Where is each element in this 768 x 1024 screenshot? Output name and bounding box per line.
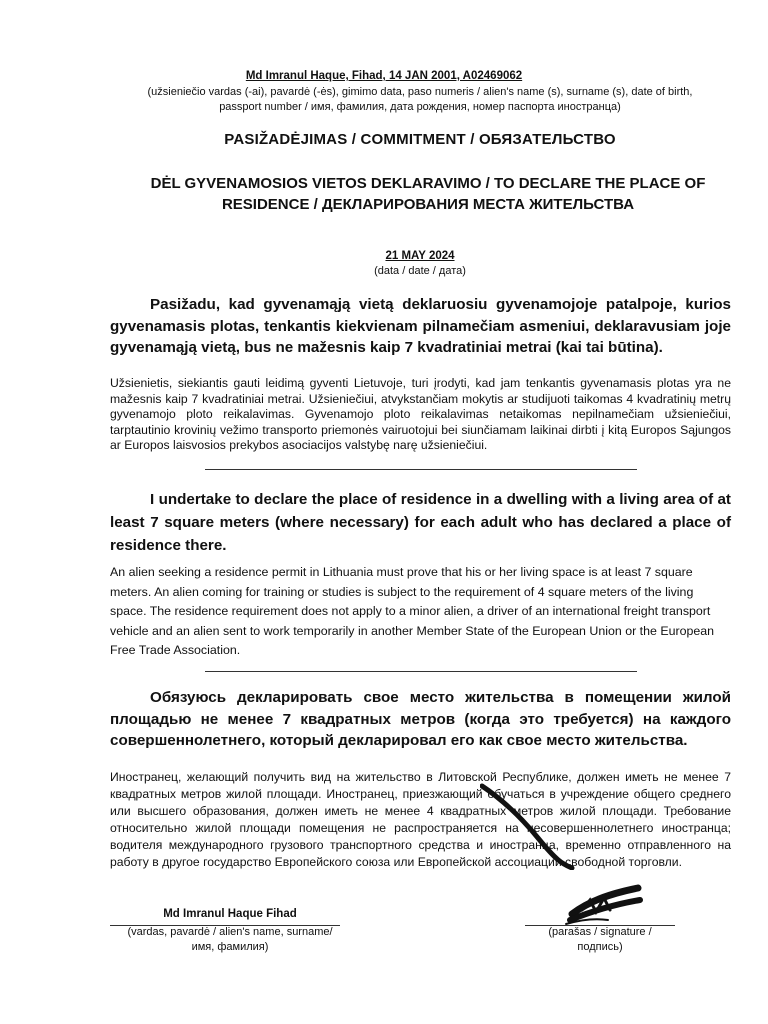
signature-caption-line-1: (parašas / signature / <box>548 926 652 938</box>
lithuanian-explanation: Užsienietis, siekiantis gauti leidimą gyventi Lietuvoje, turi įrodyti, kad jam tenkantis gyvenamasis plotas yra ne mažesnis kaip 7 kvadratiniai metrai. Užsieniečiui, atvykstančiam mokytis ar studijuoti taikomas 4 kvadratinių metrų gyvenamojo ploto reikalavimas. Gyvenamojo ploto reikalavimas netaikomas nepilnamečiam užsieniečiui, tarptautinio krovinių vežimo transporto priemonės vairuotojui bei siunčiamam laikinai dirbti į kitą Europos Sąjungos ar Europos laisvosios prekybos asociacijos valstybę narę užsieniečiui. <box>110 376 731 452</box>
document-subtitle-line-2: RESIDENCE / ДЕКЛАРИРОВАНИЯ МЕСТА ЖИТЕЛЬСТВА <box>221 196 635 213</box>
document-subtitle-line-1: DĖL GYVENAMOSIOS VIETOS DEKLARAVIMO / TO DECLARE THE PLACE OF <box>150 175 706 192</box>
document-title: PASIŽADĖJIMAS / COMMITMENT / ОБЯЗАТЕЛЬСТВО <box>224 131 616 148</box>
section-divider <box>205 469 637 470</box>
english-explanation: An alien seeking a residence permit in Lithuania must prove that his or her living space is at least 7 square meters. An alien coming for training or studies is subject to the requirement of 4 square meters of the living space. The residence requirement does not apply to a minor alien, a driver of an international freight transport vehicle and an alien sent to work temporarily in another Member State of the European Union or the European Free Trade Association. <box>110 565 715 657</box>
name-caption-line-2: имя, фамилия) <box>191 941 269 953</box>
document-date: 21 MAY 2024 <box>385 250 455 262</box>
handwritten-signature <box>560 880 650 926</box>
lithuanian-commitment: Pasižadu, kad gyvenamąją vietą deklaruosiu gyvenamojoje patalpoje, kurios gyvenamasis plotas, tenkantis kiekvienam pilnamečiam asmeniui, deklaravusiam joje gyvenamąją vietą, bus ne mažesnis kaip 7 kvadratiniai metrai (kai tai būtina). <box>110 296 731 356</box>
identity-caption-line-1: (užsieniečio vardas (-ai), pavardė (-ės), gimimo data, paso numeris / alien's name (s), surname (s), date of birth, <box>147 86 693 98</box>
signature-caption-line-2: подпись) <box>577 941 623 953</box>
document-subtitle <box>128 173 728 215</box>
pen-stroke-mark <box>480 780 580 870</box>
russian-explanation: Иностранец, желающий получить вид на жительство в Литовской Республике, должен иметь не менее 7 квадратных метров жилой площади. Иностранец, приезжающий обучаться в учреждение общего среднего или высшего образования, должен иметь не менее 4 квадратных метров жилой площади. Требование относительно жилой площади помещения не распространяется на несовершеннолетнего иностранца; водителя международного грузового транспортного средства и иностранца, временно отправленного на работу в другое государство Европейского союза или Европейской ассоциации свободной торговли. <box>110 770 731 869</box>
name-caption <box>100 925 360 955</box>
russian-commitment: Обязуюсь декларировать свое место жительства в помещении жилой площадью не менее 7 квадратных метров (когда это требуется) на каждого совершеннолетнего, который декларировал его как свое место жительства. <box>110 689 731 749</box>
english-commitment: I undertake to declare the place of residence in a dwelling with a living area of at least 7 square meters (where necessary) for each adult who has declared a place of residence there. <box>110 491 731 554</box>
date-caption: (data / date / дата) <box>374 265 466 277</box>
identity-caption-line-2: passport number / имя, фамилия, дата рождения, номер паспорта иностранца) <box>219 101 621 113</box>
signatory-name: Md Imranul Haque Fihad <box>163 908 297 920</box>
name-caption-line-1: (vardas, pavardė / alien's name, surname/ <box>127 926 333 938</box>
signature-caption <box>525 925 675 955</box>
identity-caption <box>120 85 720 115</box>
section-divider <box>205 671 637 672</box>
applicant-identity: Md Imranul Haque, Fihad, 14 JAN 2001, A02469062 <box>245 70 523 82</box>
